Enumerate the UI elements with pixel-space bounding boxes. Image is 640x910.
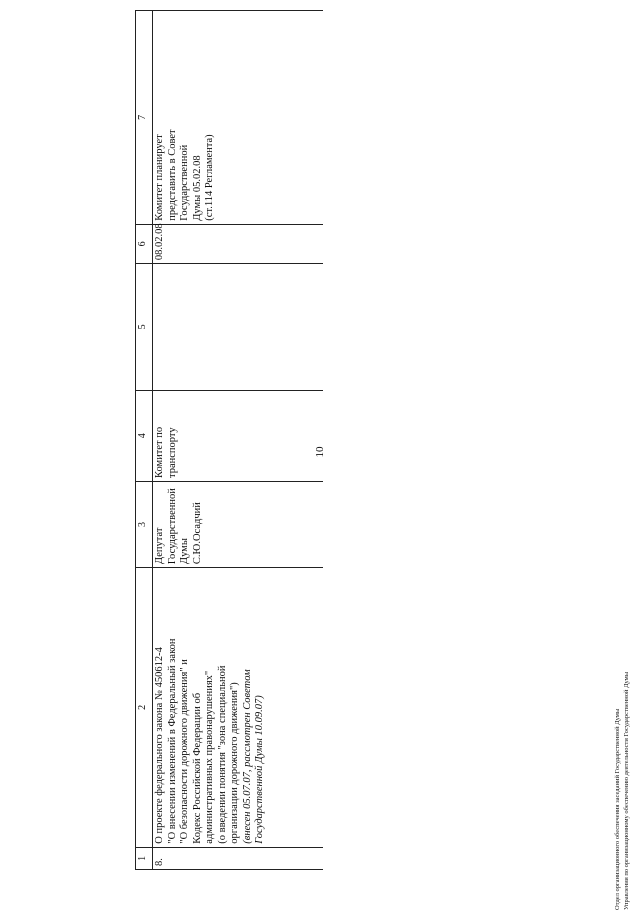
bill-title-line: организации дорожного движения") [229, 682, 240, 844]
bill-title-line: О проекте федерального закона № 450612-4 [154, 647, 165, 844]
date-cell: 08.02.08 [153, 224, 324, 263]
page-number: 10 [314, 446, 326, 458]
bill-title-line: административных правонарушениях" [204, 670, 215, 844]
bill-note-line: Государственной Думы 10.09.07) [254, 695, 265, 844]
header-col-2: 2 [136, 568, 153, 848]
bill-author [153, 481, 324, 567]
author-line: Государственной [166, 488, 178, 565]
author-line: С.Ю.Осадчий [191, 502, 203, 565]
header-col-7: 7 [136, 11, 153, 225]
committee-line: транспорту [166, 427, 178, 478]
agenda-table [135, 10, 323, 870]
status-line: Комитет планирует [154, 134, 165, 221]
bill-note-line: (внесен 05.07.07, рассмотрен Советом [241, 669, 253, 844]
status-line: Государственной [179, 144, 190, 221]
page-footer [613, 570, 631, 910]
header-col-3: 3 [136, 481, 153, 567]
header-col-5: 5 [136, 264, 153, 391]
status-line: представить в Совет [166, 129, 178, 221]
author-line: Депутат [154, 527, 165, 565]
footer-line: Отдел организационного обеспечения заседаний Государственной Думы [614, 708, 621, 910]
status-line: (ст.114 Регламента) [204, 134, 215, 221]
bill-title-line: Кодекс Российской Федерации об [191, 692, 203, 844]
header-col-4: 4 [136, 390, 153, 481]
table-header-row [136, 11, 153, 870]
agenda-table-container [135, 10, 325, 870]
status-cell [153, 11, 324, 225]
header-col-6: 6 [136, 224, 153, 263]
bill-title-line: "О внесении изменений в Федеральный закон [166, 638, 178, 844]
status-line: Думы 05.02.08 [191, 155, 203, 221]
author-line: Думы [179, 538, 190, 565]
bill-title-line: (о введении понятия "зона специальной [216, 665, 228, 844]
responsible-committee [153, 390, 324, 481]
bill-description [153, 568, 324, 848]
committee-line: Комитет по [154, 426, 165, 478]
row-number: 8. [153, 847, 324, 869]
bill-title-line: "О безопасности дорожного движения" и [179, 659, 190, 844]
table-row [153, 11, 324, 870]
footer-line: Управления по организационному обеспечению деятельности Государственной Думы [623, 671, 630, 910]
column-5-cell [153, 264, 324, 391]
header-col-1: 1 [136, 847, 153, 869]
